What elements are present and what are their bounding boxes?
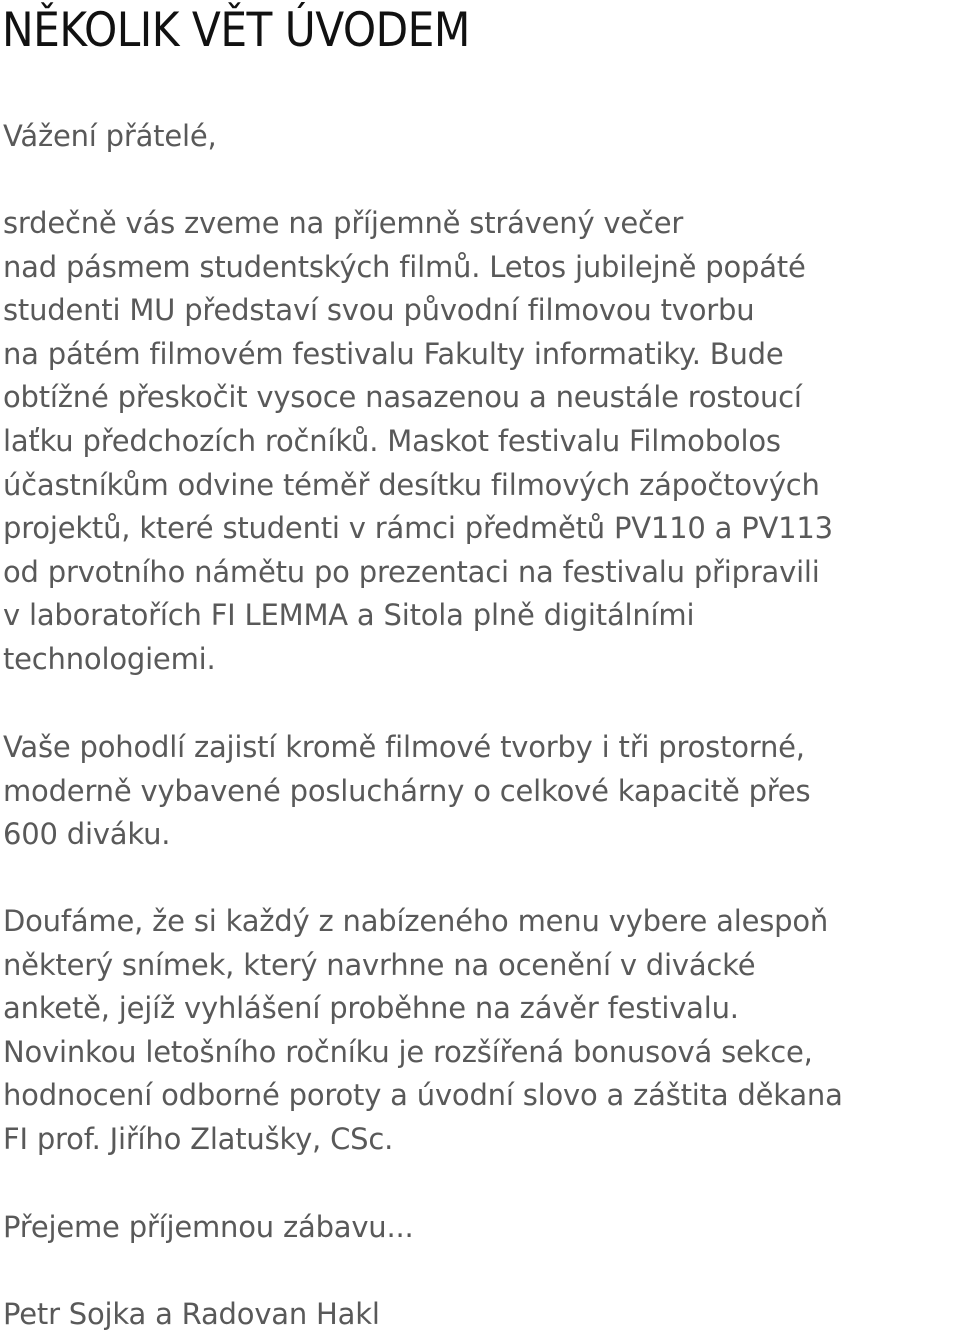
paragraph-line: FI prof. Jiřího Zlatušky, CSc. bbox=[3, 1121, 394, 1156]
paragraph-line: projektů, které studenti v rámci předmětů PV110 a PV113 bbox=[3, 511, 833, 546]
paragraph-line: studenti MU představí svou původní filmovou tvorbu bbox=[3, 293, 755, 328]
closing-line: Přejeme příjemnou zábavu... bbox=[3, 1210, 414, 1244]
paragraph-invitation bbox=[3, 202, 958, 682]
paragraph-line: anketě, jejíž vyhlášení proběhne na závěr festivalu. bbox=[3, 991, 739, 1026]
paragraph-line: Novinkou letošního ročníku je rozšířená bonusová sekce, bbox=[3, 1034, 813, 1069]
paragraph-line: 600 diváku. bbox=[3, 817, 171, 852]
paragraph-survey bbox=[3, 900, 958, 1162]
paragraph-line: účastníkům odvine téměř desítku filmových zápočtových bbox=[3, 467, 820, 502]
paragraph-line: laťku předchozích ročníků. Maskot festivalu Filmobolos bbox=[3, 423, 781, 458]
paragraph-line: obtížné přeskočit vysoce nasazenou a neustále rostoucí bbox=[3, 380, 802, 415]
paragraph-line: srdečně vás zveme na příjemně strávený večer bbox=[3, 206, 684, 240]
paragraph-line: technologiemi. bbox=[3, 641, 216, 676]
paragraph-comfort bbox=[3, 726, 958, 857]
paragraph-line: na pátém filmovém festivalu Fakulty informatiky. Bude bbox=[3, 336, 784, 371]
paragraph-line: Vaše pohodlí zajistí kromě filmové tvorby i tři prostorné, bbox=[3, 730, 805, 764]
page-title: NĚKOLIK VĚT ÚVODEM bbox=[2, 3, 470, 58]
paragraph-line: moderně vybavené posluchárny o celkové kapacitě přes bbox=[3, 773, 811, 808]
greeting: Vážení přátelé, bbox=[3, 119, 217, 153]
paragraph-line: v laboratořích FI LEMMA a Sitola plně digitálními bbox=[3, 598, 695, 633]
paragraph-line: Doufáme, že si každý z nabízeného menu vybere alespoň bbox=[3, 904, 829, 938]
paragraph-line: od prvotního námětu po prezentaci na festivalu připravili bbox=[3, 554, 820, 589]
paragraph-line: hodnocení odborné poroty a úvodní slovo a záštita děkana bbox=[3, 1078, 843, 1113]
signature: Petr Sojka a Radovan Hakl bbox=[3, 1297, 380, 1331]
paragraph-line: některý snímek, který navrhne na ocenění v divácké bbox=[3, 947, 756, 982]
paragraph-line: nad pásmem studentských filmů. Letos jubilejně popáté bbox=[3, 249, 806, 284]
